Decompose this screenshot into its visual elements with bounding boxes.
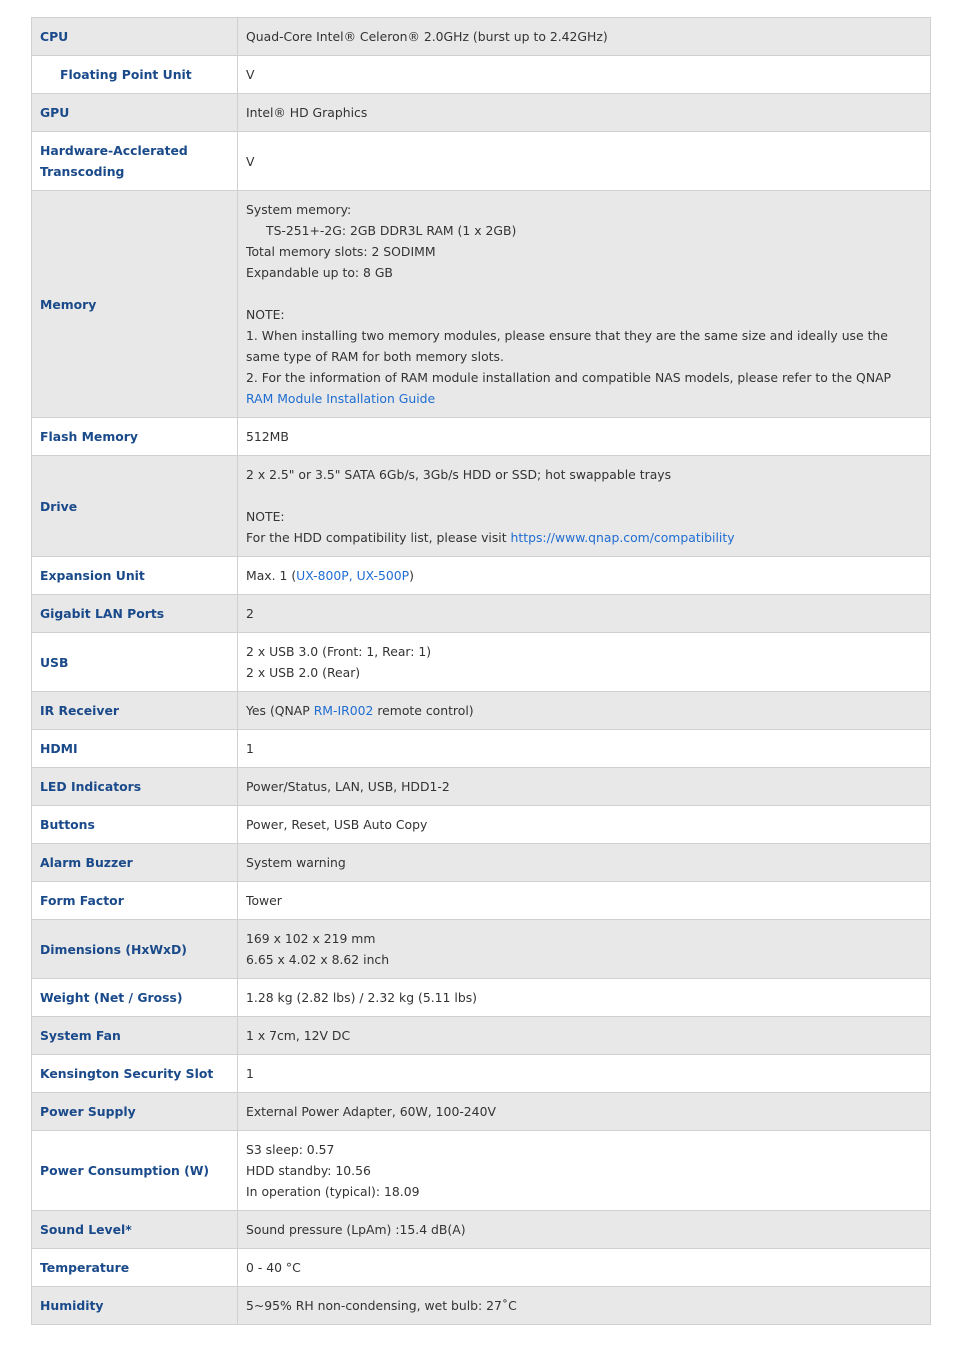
spec-value bbox=[238, 979, 931, 1017]
spec-text: System warning bbox=[246, 855, 346, 870]
spec-text: remote control) bbox=[373, 703, 474, 718]
spec-value bbox=[238, 1055, 931, 1093]
table-row bbox=[32, 1093, 931, 1131]
spec-text: Sound pressure (LpAm) :15.4 dB(A) bbox=[246, 1222, 466, 1237]
spec-value-line bbox=[246, 241, 922, 262]
spec-value-line bbox=[246, 102, 922, 123]
spec-value-line bbox=[246, 64, 922, 85]
spec-value bbox=[238, 418, 931, 456]
spec-text: Power/Status, LAN, USB, HDD1-2 bbox=[246, 779, 450, 794]
spec-value-line bbox=[246, 1101, 922, 1122]
spec-value bbox=[238, 806, 931, 844]
spec-value bbox=[238, 595, 931, 633]
spec-value-line bbox=[246, 1219, 922, 1240]
spec-value-line bbox=[246, 220, 922, 241]
spec-value-line bbox=[246, 1160, 922, 1181]
spec-label: Dimensions (HxWxD) bbox=[32, 920, 238, 979]
spec-value-line bbox=[246, 641, 922, 662]
spec-table bbox=[31, 17, 931, 1325]
spec-value bbox=[238, 1211, 931, 1249]
table-row bbox=[32, 882, 931, 920]
spec-value-line bbox=[246, 987, 922, 1008]
spec-link[interactable]: RAM Module Installation Guide bbox=[246, 391, 436, 406]
spec-text: Power, Reset, USB Auto Copy bbox=[246, 817, 428, 832]
spec-text: ) bbox=[409, 568, 414, 583]
spec-label: Buttons bbox=[32, 806, 238, 844]
spec-value-line bbox=[246, 852, 922, 873]
spec-text: Expandable up to: 8 GB bbox=[246, 265, 393, 280]
spec-value bbox=[238, 56, 931, 94]
spec-value-line bbox=[246, 565, 922, 586]
spec-value-line bbox=[246, 199, 922, 220]
spec-label: Temperature bbox=[32, 1249, 238, 1287]
spec-value-line bbox=[246, 304, 922, 325]
spec-text: 1 x 7cm, 12V DC bbox=[246, 1028, 351, 1043]
spec-value-line bbox=[246, 527, 922, 548]
table-row bbox=[32, 920, 931, 979]
spec-label: Drive bbox=[32, 456, 238, 557]
spec-text: Max. 1 ( bbox=[246, 568, 297, 583]
spec-label: Power Supply bbox=[32, 1093, 238, 1131]
spec-label: Hardware-Acclerated Transcoding bbox=[32, 132, 238, 191]
spec-value bbox=[238, 882, 931, 920]
spec-text: External Power Adapter, 60W, 100-240V bbox=[246, 1104, 496, 1119]
table-row bbox=[32, 1017, 931, 1055]
spec-text: 6.65 x 4.02 x 8.62 inch bbox=[246, 952, 390, 967]
spec-text: 2 x 2.5" or 3.5" SATA 6Gb/s, 3Gb/s HDD or SSD; hot swappable trays bbox=[246, 467, 672, 482]
spec-value-line bbox=[246, 1025, 922, 1046]
spec-text: For the HDD compatibility list, please visit bbox=[246, 530, 511, 545]
spec-label: System Fan bbox=[32, 1017, 238, 1055]
spec-text: 2 x USB 2.0 (Rear) bbox=[246, 665, 361, 680]
table-row bbox=[32, 806, 931, 844]
spec-text: V bbox=[246, 153, 255, 169]
spec-label: Floating Point Unit bbox=[32, 56, 238, 94]
table-row bbox=[32, 56, 931, 94]
spec-label: Flash Memory bbox=[32, 418, 238, 456]
table-row bbox=[32, 94, 931, 132]
spec-text: NOTE: bbox=[246, 307, 285, 322]
spec-text: NOTE: bbox=[246, 509, 285, 524]
spec-value-line bbox=[246, 928, 922, 949]
spec-value bbox=[238, 844, 931, 882]
spec-text: S3 sleep: 0.57 bbox=[246, 1142, 335, 1157]
spec-value bbox=[238, 768, 931, 806]
spec-value-line bbox=[246, 890, 922, 911]
spec-value-line bbox=[246, 776, 922, 797]
table-row bbox=[32, 18, 931, 56]
spec-value-line bbox=[246, 1063, 922, 1084]
spec-text: Intel® HD Graphics bbox=[246, 105, 368, 120]
table-row bbox=[32, 844, 931, 882]
spec-value-line bbox=[246, 1139, 922, 1160]
spec-value-line bbox=[246, 325, 922, 367]
table-row bbox=[32, 1249, 931, 1287]
spec-label: Power Consumption (W) bbox=[32, 1131, 238, 1211]
spec-label: LED Indicators bbox=[32, 768, 238, 806]
spec-label: CPU bbox=[32, 18, 238, 56]
spec-text: 1 bbox=[246, 1066, 254, 1081]
spec-value bbox=[238, 692, 931, 730]
spec-table-body bbox=[32, 18, 931, 1325]
spec-value bbox=[238, 132, 931, 191]
table-row bbox=[32, 456, 931, 557]
spec-value bbox=[238, 1131, 931, 1211]
spec-link[interactable]: RM-IR002 bbox=[313, 703, 374, 718]
spec-text: 2 x USB 3.0 (Front: 1, Rear: 1) bbox=[246, 644, 432, 659]
spec-value bbox=[238, 1287, 931, 1325]
table-row bbox=[32, 692, 931, 730]
spec-label: Humidity bbox=[32, 1287, 238, 1325]
spec-text: HDD standby: 10.56 bbox=[246, 1163, 371, 1178]
spec-value-line bbox=[246, 426, 922, 447]
spec-label: Alarm Buzzer bbox=[32, 844, 238, 882]
table-row bbox=[32, 191, 931, 418]
spec-link[interactable]: UX-800P, UX-500P bbox=[296, 568, 410, 583]
spec-label: Form Factor bbox=[32, 882, 238, 920]
spec-value-line bbox=[246, 485, 922, 506]
spec-value-line bbox=[246, 1295, 922, 1316]
spec-value-line bbox=[246, 26, 922, 47]
spec-value-line bbox=[246, 367, 922, 409]
spec-value bbox=[238, 1249, 931, 1287]
spec-value-line bbox=[246, 814, 922, 835]
table-row bbox=[32, 979, 931, 1017]
spec-text: V bbox=[246, 67, 255, 82]
spec-value-line bbox=[246, 506, 922, 527]
table-row bbox=[32, 557, 931, 595]
spec-text: System memory: bbox=[246, 202, 352, 217]
spec-value bbox=[238, 557, 931, 595]
spec-text: 0 - 40 °C bbox=[246, 1260, 301, 1275]
spec-label: HDMI bbox=[32, 730, 238, 768]
spec-value-line bbox=[246, 949, 922, 970]
spec-label: Gigabit LAN Ports bbox=[32, 595, 238, 633]
spec-label: Sound Level* bbox=[32, 1211, 238, 1249]
spec-value bbox=[238, 730, 931, 768]
spec-value-line bbox=[246, 662, 922, 683]
spec-value bbox=[238, 456, 931, 557]
spec-label: USB bbox=[32, 633, 238, 692]
spec-text: 5~95% RH non-condensing, wet bulb: 27˚C bbox=[246, 1298, 517, 1313]
spec-value bbox=[238, 191, 931, 418]
table-row bbox=[32, 730, 931, 768]
spec-text: 512MB bbox=[246, 429, 289, 444]
spec-text: 1 bbox=[246, 741, 254, 756]
table-row bbox=[32, 768, 931, 806]
table-row bbox=[32, 595, 931, 633]
spec-value bbox=[238, 920, 931, 979]
spec-value bbox=[238, 633, 931, 692]
table-row bbox=[32, 1055, 931, 1093]
spec-text: Quad-Core Intel® Celeron® 2.0GHz (burst up to 2.42GHz) bbox=[246, 29, 608, 44]
spec-link[interactable]: https://www.qnap.com/compatibility bbox=[510, 530, 735, 545]
spec-text: 169 x 102 x 219 mm bbox=[246, 931, 376, 946]
spec-text: 1.28 kg (2.82 lbs) / 2.32 kg (5.11 lbs) bbox=[246, 990, 477, 1005]
spec-label: Weight (Net / Gross) bbox=[32, 979, 238, 1017]
spec-label: IR Receiver bbox=[32, 692, 238, 730]
spec-value bbox=[238, 1093, 931, 1131]
spec-text: Yes (QNAP bbox=[246, 703, 314, 718]
table-row bbox=[32, 132, 931, 191]
spec-label: GPU bbox=[32, 94, 238, 132]
spec-label: Expansion Unit bbox=[32, 557, 238, 595]
spec-label: Kensington Security Slot bbox=[32, 1055, 238, 1093]
spec-text: 1. When installing two memory modules, please ensure that they are the same size and ideally use the same type of RAM for both memory slots. bbox=[246, 328, 888, 364]
table-row bbox=[32, 1211, 931, 1249]
spec-value-line bbox=[246, 151, 922, 172]
spec-value-line bbox=[246, 283, 922, 304]
spec-text: 2. For the information of RAM module installation and compatible NAS models, please refer to the QNAP bbox=[246, 370, 892, 385]
spec-value-line bbox=[246, 1257, 922, 1278]
spec-label: Memory bbox=[32, 191, 238, 418]
spec-value-line bbox=[246, 262, 922, 283]
spec-value-line bbox=[246, 738, 922, 759]
table-row bbox=[32, 1287, 931, 1325]
spec-text: TS-251+-2G: 2GB DDR3L RAM (1 x 2GB) bbox=[266, 223, 517, 238]
spec-value bbox=[238, 94, 931, 132]
table-row bbox=[32, 1131, 931, 1211]
spec-value-line bbox=[246, 1181, 922, 1202]
spec-value bbox=[238, 18, 931, 56]
table-row bbox=[32, 418, 931, 456]
spec-text: 2 bbox=[246, 606, 254, 621]
spec-text: Total memory slots: 2 SODIMM bbox=[246, 244, 436, 259]
spec-text: Tower bbox=[246, 893, 282, 908]
spec-value-line bbox=[246, 700, 922, 721]
spec-value-line bbox=[246, 603, 922, 624]
table-row bbox=[32, 633, 931, 692]
spec-text: In operation (typical): 18.09 bbox=[246, 1184, 420, 1199]
spec-value bbox=[238, 1017, 931, 1055]
spec-value-line bbox=[246, 464, 922, 485]
